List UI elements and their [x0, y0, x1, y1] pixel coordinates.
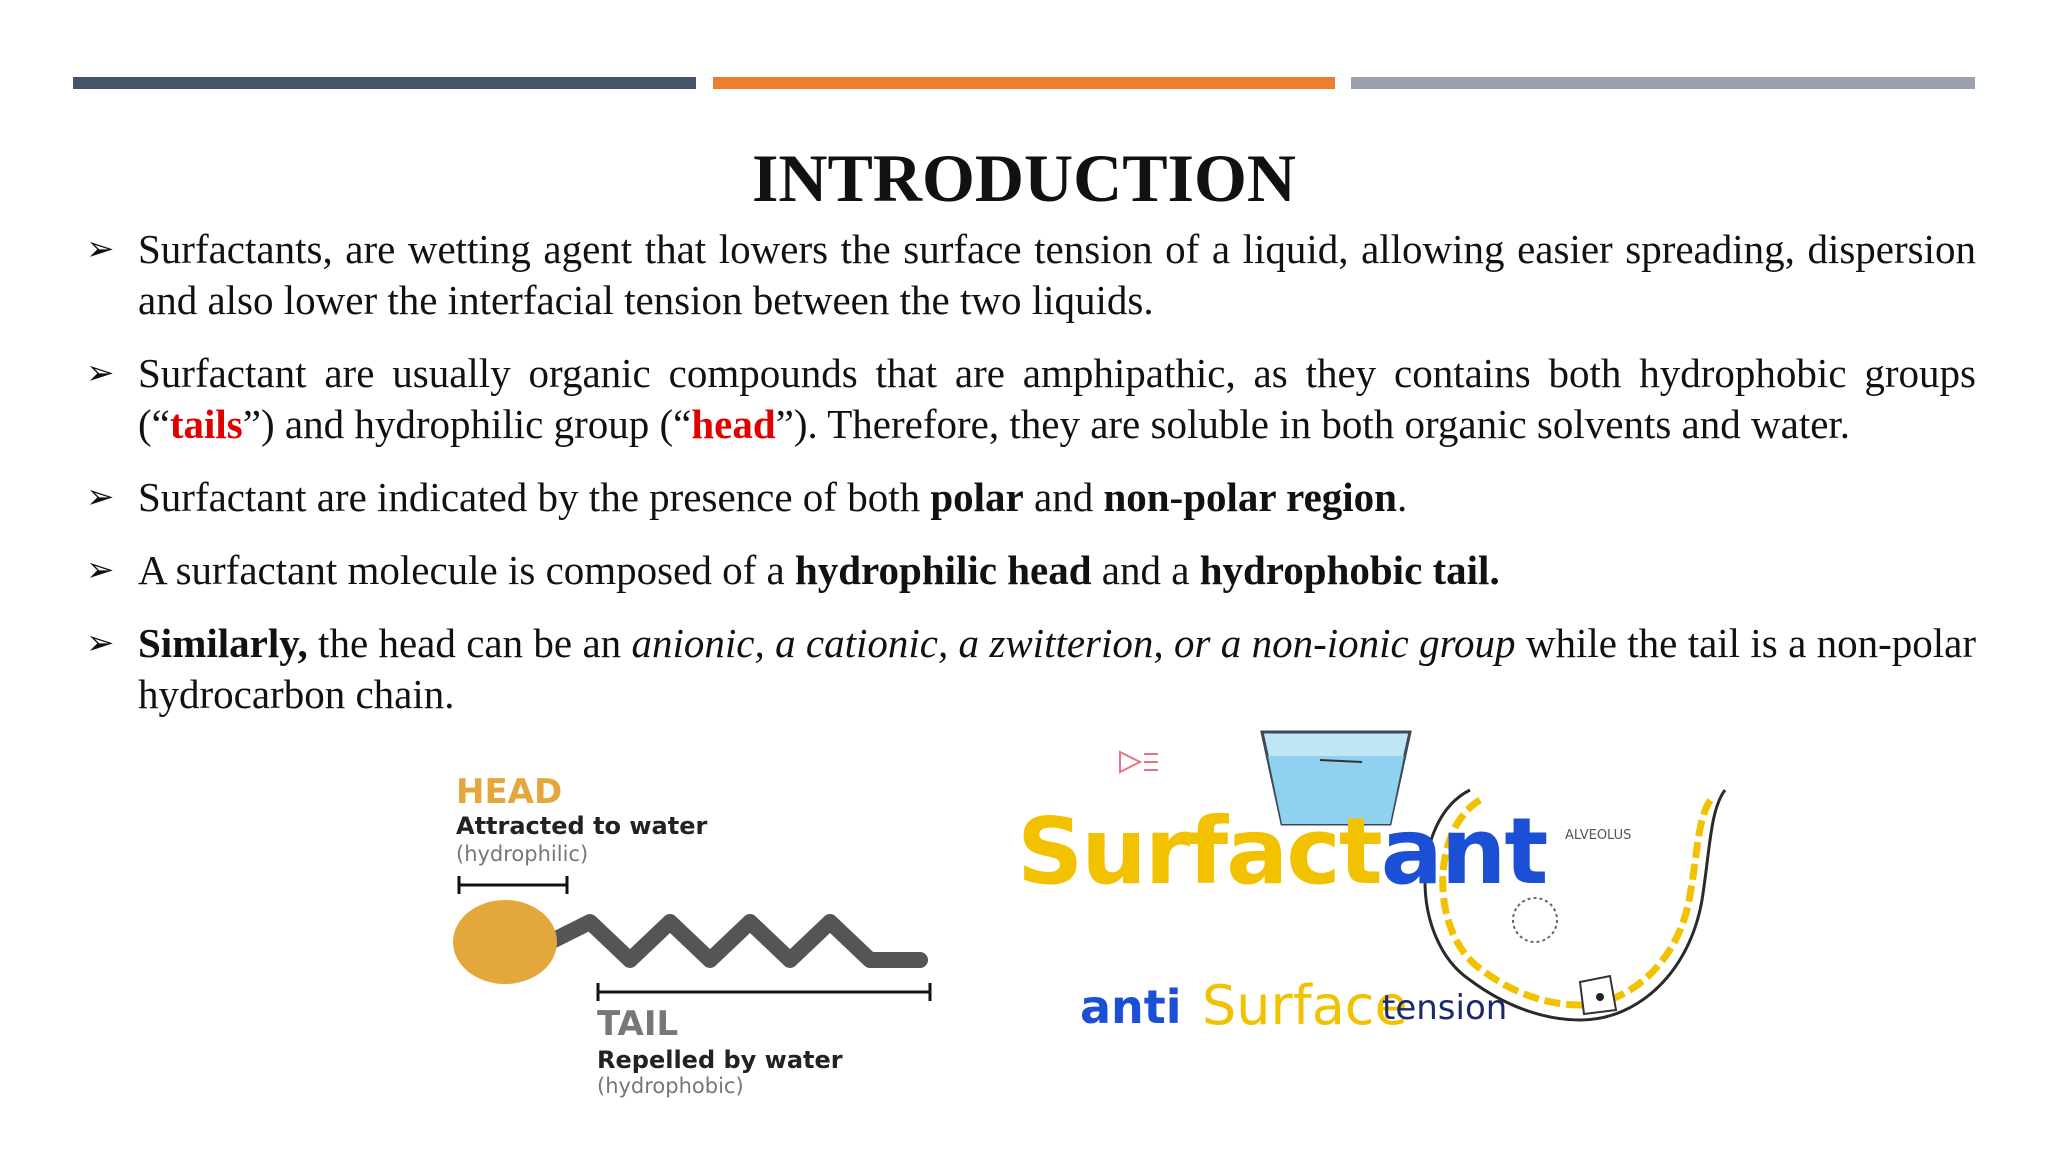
pencil-doodle-icon	[1120, 752, 1158, 772]
arrowhead-bullet-icon: ➢	[86, 229, 115, 269]
accent-bar-orange	[713, 77, 1335, 89]
arrowhead-bullet-icon: ➢	[86, 623, 115, 663]
head-bracket	[459, 876, 567, 894]
surfactant-sketch-word: Surfactant	[1017, 798, 1547, 905]
arrowhead-bullet-icon: ➢	[86, 477, 115, 517]
head-description: Attracted to water	[456, 812, 708, 840]
tail-paren-label: (hydrophobic)	[597, 1074, 744, 1098]
hydrophilic-head	[453, 900, 557, 984]
alveolus-label: ALVEOLUS	[1565, 828, 1632, 843]
bullet-list	[86, 224, 1976, 742]
sketch-drawing	[990, 720, 1750, 1140]
surface-word: Surface	[1202, 974, 1408, 1037]
surfactant-molecule-diagram	[430, 760, 950, 1120]
head-paren-label: (hydrophilic)	[456, 842, 589, 866]
tension-word: tension	[1382, 988, 1508, 1028]
accent-bar-gray	[1351, 77, 1975, 89]
bullet-item-5: ➢ Similarly, the head can be an anionic, a cationic, a zwitterion, or a non-ionic group while the tail is a non-polar hydrocarbon chain.	[86, 620, 1977, 717]
slide-title: INTRODUCTION	[751, 140, 1297, 216]
bullet-item-4: ➢ A surfactant molecule is composed of a hydrophilic head and a hydrophobic tail.	[86, 545, 1976, 596]
bullet-item-1: ➢ Surfactants, are wetting agent that lowers the surface tension of a liquid, allowing easier spreading, dispersion and also lower the interfacial tension between the two liquids.	[86, 226, 1976, 323]
bullet-item-3: ➢ Surfactant are indicated by the presence of both polar and non-polar region.	[86, 472, 1976, 523]
anti-word: anti	[1080, 980, 1182, 1034]
arrowhead-bullet-icon: ➢	[86, 550, 115, 590]
head-highlight: head	[691, 401, 776, 447]
tail-title-label: TAIL	[597, 1004, 679, 1044]
hydrocarbon-tail	[550, 922, 920, 960]
surfactant-sketch	[990, 720, 1750, 1140]
tails-highlight: tails	[169, 401, 243, 447]
arrowhead-bullet-icon: ➢	[86, 353, 115, 393]
head-title-label: HEAD	[456, 772, 563, 812]
bullet-item-2: ➢ Surfactant are usually organic compounds that are amphipathic, as they contains both hydrophobic groups (“tails”) and hydrophilic group (“head”). Therefore, they are soluble in both organic solvents and water.	[86, 350, 1976, 447]
tail-description: Repelled by water	[597, 1046, 843, 1074]
accent-bar-dark	[73, 77, 696, 89]
tail-bracket	[598, 983, 930, 1001]
